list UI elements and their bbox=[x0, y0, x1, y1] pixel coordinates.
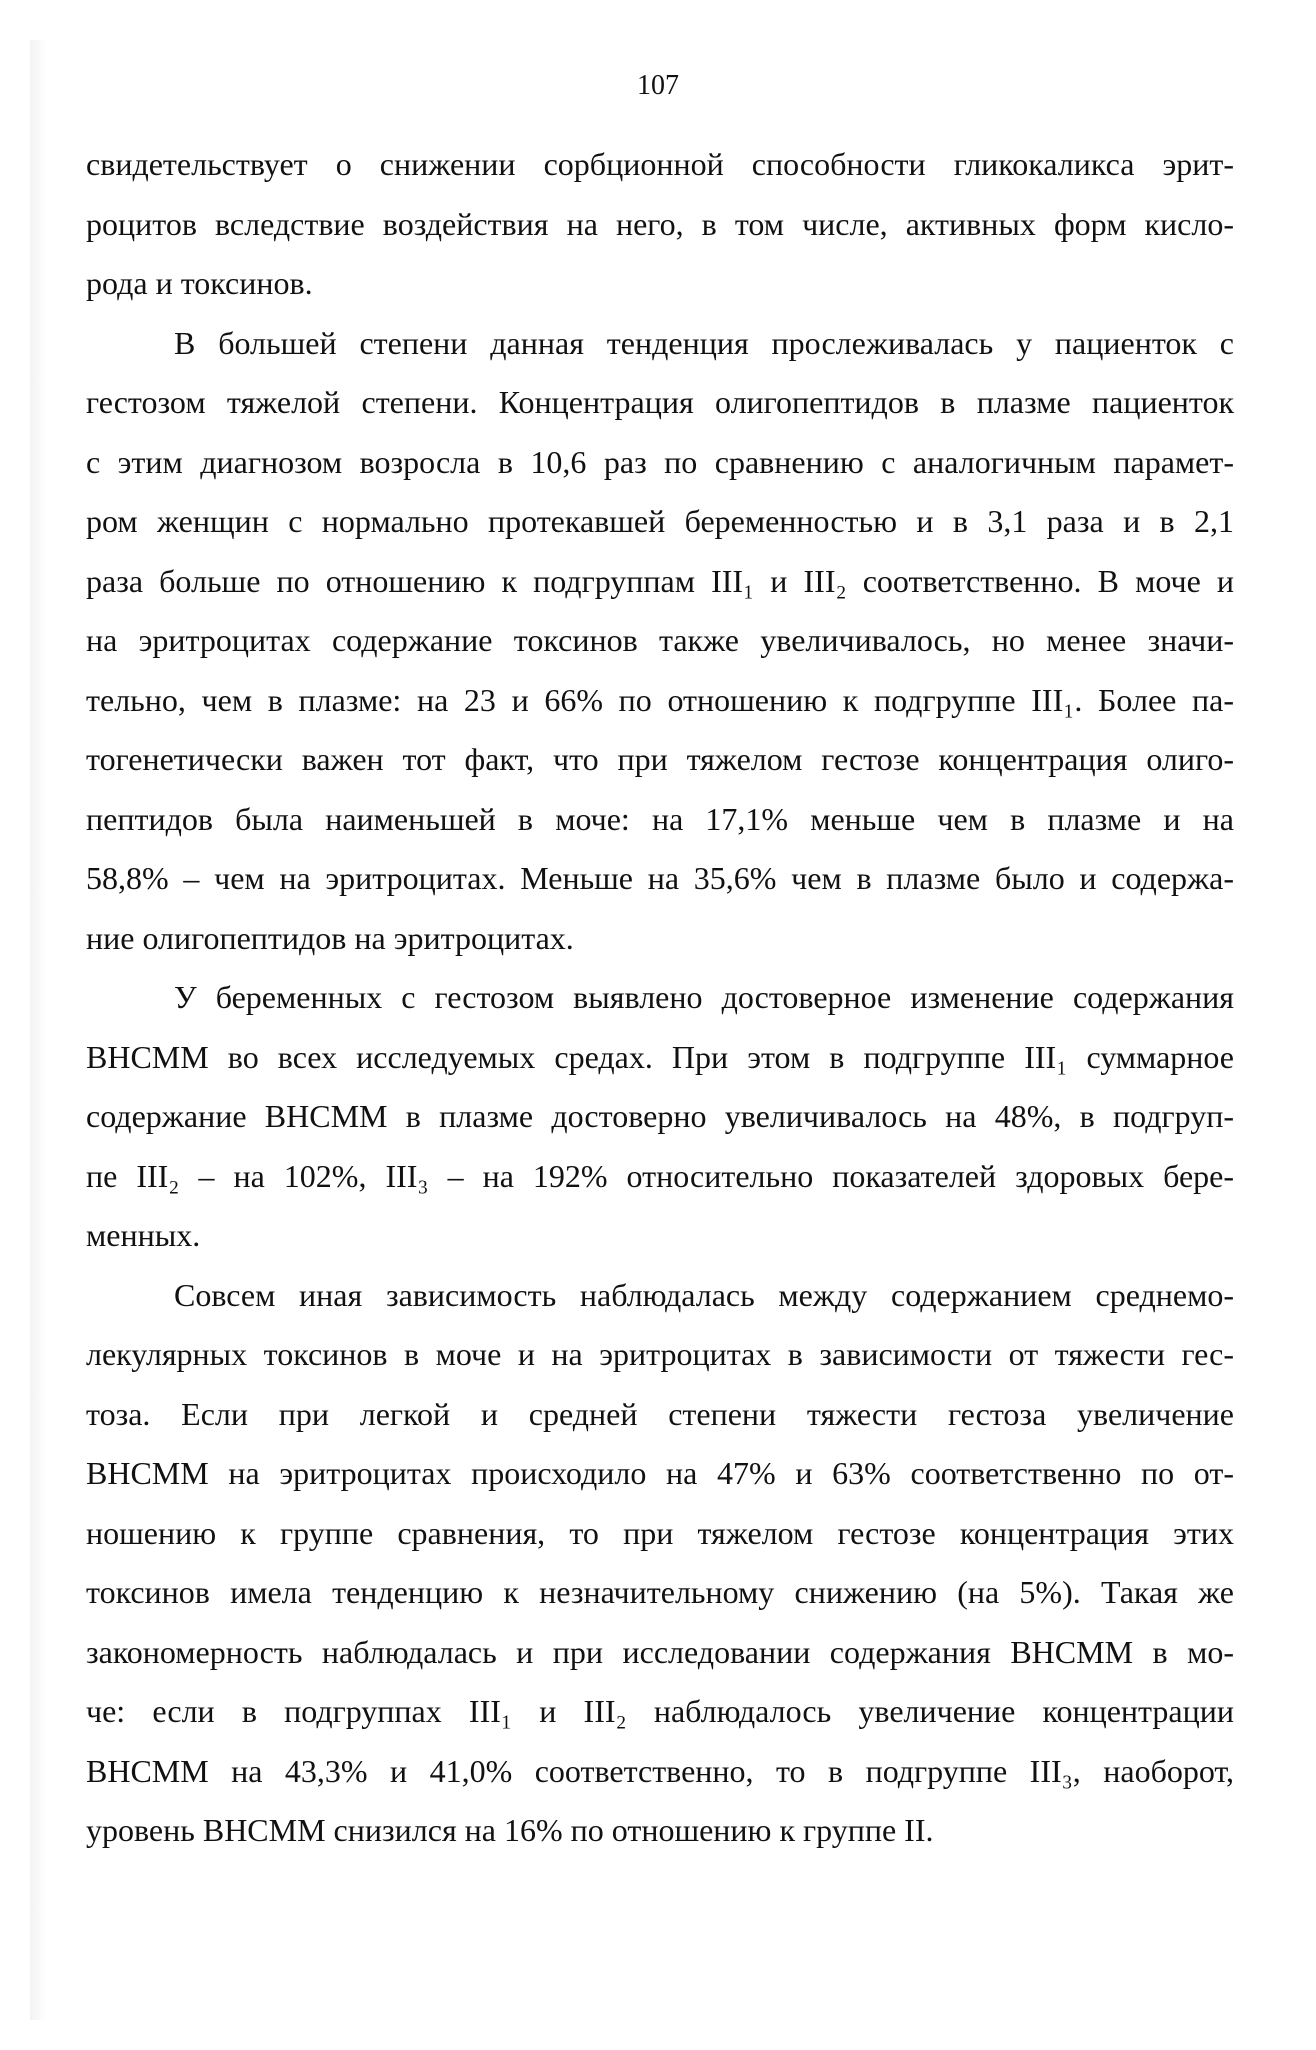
scan-shadow-edge bbox=[30, 40, 46, 2020]
document-body bbox=[86, 135, 1234, 1861]
text-line: закономерность наблюдалась и при исследовании содержания ВНСММ в мо- bbox=[86, 1633, 1234, 1670]
text-line: раза больше по отношению к подгруппам III₁ и III₂ соответственно. В моче и bbox=[86, 562, 1234, 599]
text-line: пептидов была наименьшей в моче: на 17,1% меньше чем в плазме и на bbox=[86, 800, 1234, 837]
text-line: тельно, чем в плазме: на 23 и 66% по отношению к подгруппе III₁. Более па- bbox=[86, 681, 1234, 718]
text-line: Совсем иная зависимость наблюдалась между содержанием среднемо- bbox=[174, 1276, 1234, 1313]
text-line: менных. bbox=[86, 1217, 201, 1253]
text-line: пе III₂ – на 102%, III₃ – на 192% относительно показателей здоровых бере- bbox=[86, 1157, 1234, 1194]
page-number: 107 bbox=[637, 70, 679, 101]
text-line: тогенетически важен тот факт, что при тяжелом гестозе концентрация олиго- bbox=[86, 741, 1234, 777]
text-line: на эритроцитах содержание токсинов также увеличивалось, но менее значи- bbox=[86, 622, 1234, 658]
text-line: уровень ВНСММ снизился на 16% по отношению к группе II. bbox=[86, 1812, 934, 1848]
text-line: свидетельствует о снижении сорбционной способности гликокаликса эрит- bbox=[86, 146, 1234, 182]
text-line: ВНСММ на эритроцитах происходило на 47% и 63% соответственно по от- bbox=[86, 1455, 1234, 1491]
text-line: токсинов имела тенденцию к незначительному снижению (на 5%). Такая же bbox=[86, 1574, 1234, 1610]
text-line: тоза. Если при легкой и средней степени тяжести гестоза увеличение bbox=[86, 1395, 1234, 1432]
text-line: гестозом тяжелой степени. Концентрация олигопептидов в плазме пациенток bbox=[86, 384, 1234, 420]
text-line: В большей степени данная тенденция прослеживалась у пациенток с bbox=[174, 324, 1234, 361]
text-line: ром женщин с нормально протекавшей беременностью и в 3,1 раза и в 2,1 bbox=[86, 503, 1234, 539]
text-line: с этим диагнозом возросла в 10,6 раз по сравнению с аналогичным парамет- bbox=[86, 443, 1234, 480]
paragraph bbox=[86, 1266, 1234, 1861]
text-line: рода и токсинов. bbox=[86, 265, 313, 301]
text-line: 58,8% – чем на эритроцитах. Меньше на 35,6% чем в плазме было и содержа- bbox=[86, 860, 1234, 896]
paragraph bbox=[86, 968, 1234, 1266]
text-line: ношению к группе сравнения, то при тяжелом гестозе концентрация этих bbox=[86, 1514, 1234, 1551]
text-line: содержание ВНСММ в плазме достоверно увеличивалось на 48%, в подгруп- bbox=[86, 1098, 1234, 1134]
text-line: че: если в подгруппах III₁ и III₂ наблюдалось увеличение концентрации bbox=[86, 1693, 1234, 1729]
paragraph bbox=[86, 135, 1234, 314]
text-line: У беременных с гестозом выявлено достоверное изменение содержания bbox=[174, 979, 1234, 1015]
text-line: лекулярных токсинов в моче и на эритроцитах в зависимости от тяжести гес- bbox=[86, 1336, 1234, 1372]
text-line: ние олигопептидов на эритроцитах. bbox=[86, 919, 574, 956]
text-line: ВНСММ во всех исследуемых средах. При этом в подгруппе III₁ суммарное bbox=[86, 1038, 1234, 1075]
text-line: роцитов вследствие воздействия на него, в том числе, активных форм кисло- bbox=[86, 205, 1234, 242]
paragraph bbox=[86, 314, 1234, 969]
text-line: ВНСММ на 43,3% и 41,0% соответственно, то в подгруппе III₃, наоборот, bbox=[86, 1752, 1234, 1789]
